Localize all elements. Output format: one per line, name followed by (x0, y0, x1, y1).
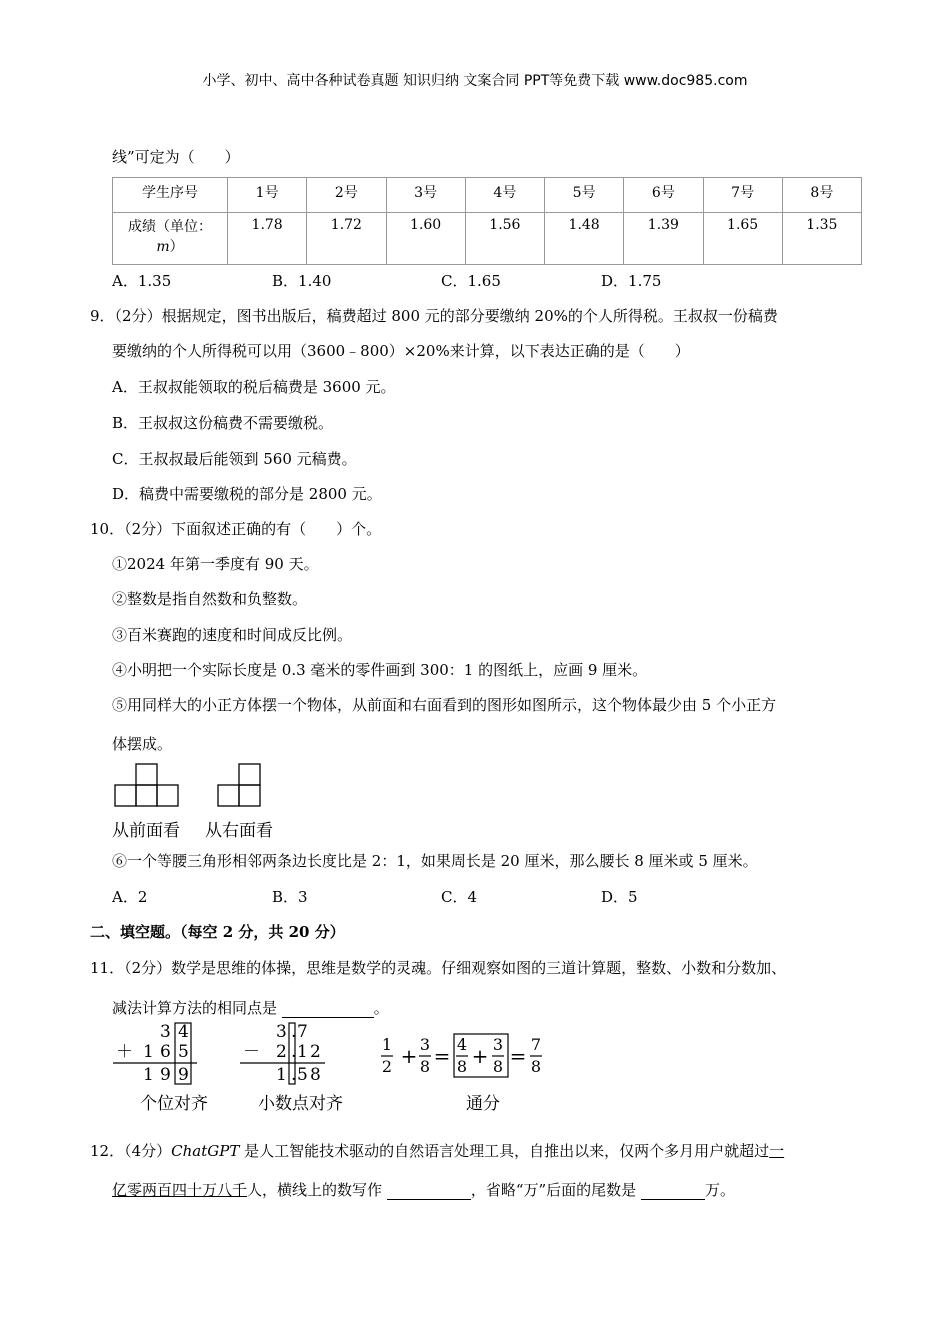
q9-line2: 要缴纳的个人所得税可以用（3600﹣800）×20%来计算，以下表达正确的是（ ） (112, 342, 690, 360)
q10-stem: 10．（2分）下面叙述正确的有（ ）个。 (90, 520, 382, 538)
calc2-r-point: . (291, 1065, 297, 1085)
calc1-label: 个位对齐 (140, 1094, 208, 1114)
equals-sign: = (433, 1044, 451, 1068)
plus-sign: + (471, 1044, 489, 1068)
calc2-r-tenths: 5 (297, 1065, 308, 1085)
q11-line2-end: 。 (373, 999, 389, 1017)
q12-line1-text: 是人工智能技术驱动的自然语言处理工具，自推出以来，仅两个多月用户就超过 (239, 1142, 770, 1160)
equals-sign: = (509, 1044, 527, 1068)
calc1-a-ones: 4 (178, 1022, 189, 1042)
table-cell: 5号 (545, 178, 624, 213)
table-cell: 学生序号 (113, 178, 228, 213)
chatgpt-name: ChatGPT (171, 1142, 240, 1160)
q10-option-c: C．4 (441, 888, 478, 906)
calc2-b-hundredths: 2 (310, 1042, 321, 1062)
calc2-label: 小数点对齐 (258, 1094, 343, 1114)
q10-option-d: D．5 (601, 888, 638, 906)
q10-item-5: ⑤用同样大的小正方体摆一个物体，从前面和右面看到的图形如图所示，这个物体最少由 5 个小正方 (112, 696, 777, 714)
q9-option-c: C．王叔叔最后能领到 560 元稿费。 (112, 450, 357, 468)
q8-option-a: A．1.35 (112, 272, 172, 290)
q8-stem-tail: 线”可定为（ ） (112, 148, 240, 166)
underlined-number: 亿零两百四十万八千 (112, 1181, 248, 1199)
calc2-a-ones: 3 (276, 1022, 287, 1042)
q11-line2-text: 减法计算方法的相同点是 (112, 999, 278, 1017)
unit-symbol: m (156, 239, 170, 255)
right-view-label: 从右面看 (205, 821, 273, 841)
q8-option-c: C．1.65 (441, 272, 501, 290)
q9-line1: 9．（2分）根据规定，图书出版后，稿费超过 800 元的部分要缴纳 20%的个人所得税。王叔叔一份稿费 (90, 307, 778, 325)
answer-blank-2[interactable] (641, 1184, 705, 1200)
plus-sign: + (400, 1044, 418, 1068)
table-cell: 1.39 (624, 213, 703, 265)
table-cell: 2号 (307, 178, 386, 213)
table-cell: 8号 (782, 178, 861, 213)
q10-item-2: ②整数是指自然数和负整数。 (112, 590, 308, 608)
front-view-label: 从前面看 (112, 821, 180, 841)
frac3-den: 8 (456, 1057, 468, 1076)
page-header: 小学、初中、高中各种试卷真题 知识归纳 文案合同 PPT等免费下载 www.doc985.com (202, 73, 748, 89)
table-cell: 1.78 (228, 213, 307, 265)
q9-option-a: A．王叔叔能领取的税后稿费是 3600 元。 (112, 378, 396, 396)
calc2-b-ones: 2 (276, 1042, 287, 1062)
section-2-title: 二、填空题。（每空 2 分，共 20 分） (90, 923, 345, 941)
q12-line2-text-b: ，省略“万”后面的尾数是 (470, 1181, 637, 1199)
frac3-num: 4 (456, 1035, 468, 1054)
frac1-den: 2 (381, 1057, 393, 1076)
q10-item-6: ⑥一个等腰三角形相邻两条边长度比是 2：1，如果周长是 20 厘米，那么腰长 8 厘米或 5 厘米。 (112, 852, 758, 870)
calc1-a-tens: 3 (160, 1022, 171, 1042)
q10-item-3: ③百米赛跑的速度和时间成反比例。 (112, 626, 353, 644)
table-cell: 6号 (624, 178, 703, 213)
frac1-num: 1 (381, 1035, 393, 1054)
table-cell: 1.60 (386, 213, 465, 265)
frac5-den: 8 (530, 1057, 542, 1076)
unit-close: ） (169, 239, 184, 255)
calc3-label: 通分 (466, 1094, 500, 1114)
q12-line2-text-a: 人，横线上的数写作 (247, 1181, 383, 1199)
calc1-b-ones: 5 (178, 1042, 189, 1062)
table-cell: 3号 (386, 178, 465, 213)
q11-line1: 11．（2分）数学是思维的体操，思维是数学的灵魂。仔细观察如图的三道计算题，整数、小数和分数加、 (90, 959, 787, 977)
table-cell: 1.72 (307, 213, 386, 265)
frac2-den: 8 (419, 1057, 431, 1076)
q9-option-b: B．王叔叔这份稿费不需要缴税。 (112, 414, 334, 432)
q10-option-a: A．2 (112, 888, 148, 906)
q8-option-d: D．1.75 (601, 272, 662, 290)
calc2-a-point: . (291, 1022, 297, 1042)
calc2-op: － (243, 1042, 260, 1062)
q9-option-d: D．稿费中需要缴税的部分是 2800 元。 (112, 485, 382, 503)
table-cell: 4号 (465, 178, 544, 213)
table-cell: 1.48 (545, 213, 624, 265)
q12-line2 (112, 1180, 735, 1200)
calc2-a-tenths: 7 (297, 1022, 308, 1042)
calc1-r-ones: 9 (178, 1065, 189, 1085)
q12-line1 (90, 1141, 784, 1161)
calc2-r-ones: 1 (276, 1065, 287, 1085)
calc1-r-tens: 9 (160, 1065, 171, 1085)
calc1-b-tens: 6 (160, 1042, 171, 1062)
frac2-num: 3 (419, 1035, 431, 1054)
q10-item-1: ①2024 年第一季度有 90 天。 (112, 555, 319, 573)
q12-line2-text-c: 万。 (704, 1181, 735, 1199)
calc1-b-hund: 1 (143, 1042, 154, 1062)
q10-item-5-cont: 体摆成。 (112, 735, 173, 753)
table-cell: 1.35 (782, 213, 861, 265)
calc2-b-tenths: 1 (297, 1042, 308, 1062)
frac4-num: 3 (492, 1035, 504, 1054)
q8-option-b: B．1.40 (272, 272, 332, 290)
frac5-num: 7 (530, 1035, 542, 1054)
q12-number: 12．（4分） (90, 1142, 172, 1160)
unit-label: 成绩（单位： (128, 219, 212, 235)
table-cell: 1号 (228, 178, 307, 213)
calc2-r-hundredths: 8 (310, 1065, 321, 1085)
table-cell: 7号 (703, 178, 782, 213)
q10-option-b: B．3 (272, 888, 308, 906)
underlined-number-start: 一 (769, 1142, 785, 1160)
table-cell: 1.56 (465, 213, 544, 265)
calc1-r-hund: 1 (143, 1065, 154, 1085)
q10-item-4: ④小明把一个实际长度是 0.3 毫米的零件画到 300：1 的图纸上，应画 9 厘米。 (112, 661, 648, 679)
calc2-b-point: . (291, 1042, 297, 1062)
frac4-den: 8 (492, 1057, 504, 1076)
table-cell: 1.65 (703, 213, 782, 265)
answer-blank-1[interactable] (387, 1184, 471, 1200)
calc1-op: ＋ (116, 1042, 133, 1062)
